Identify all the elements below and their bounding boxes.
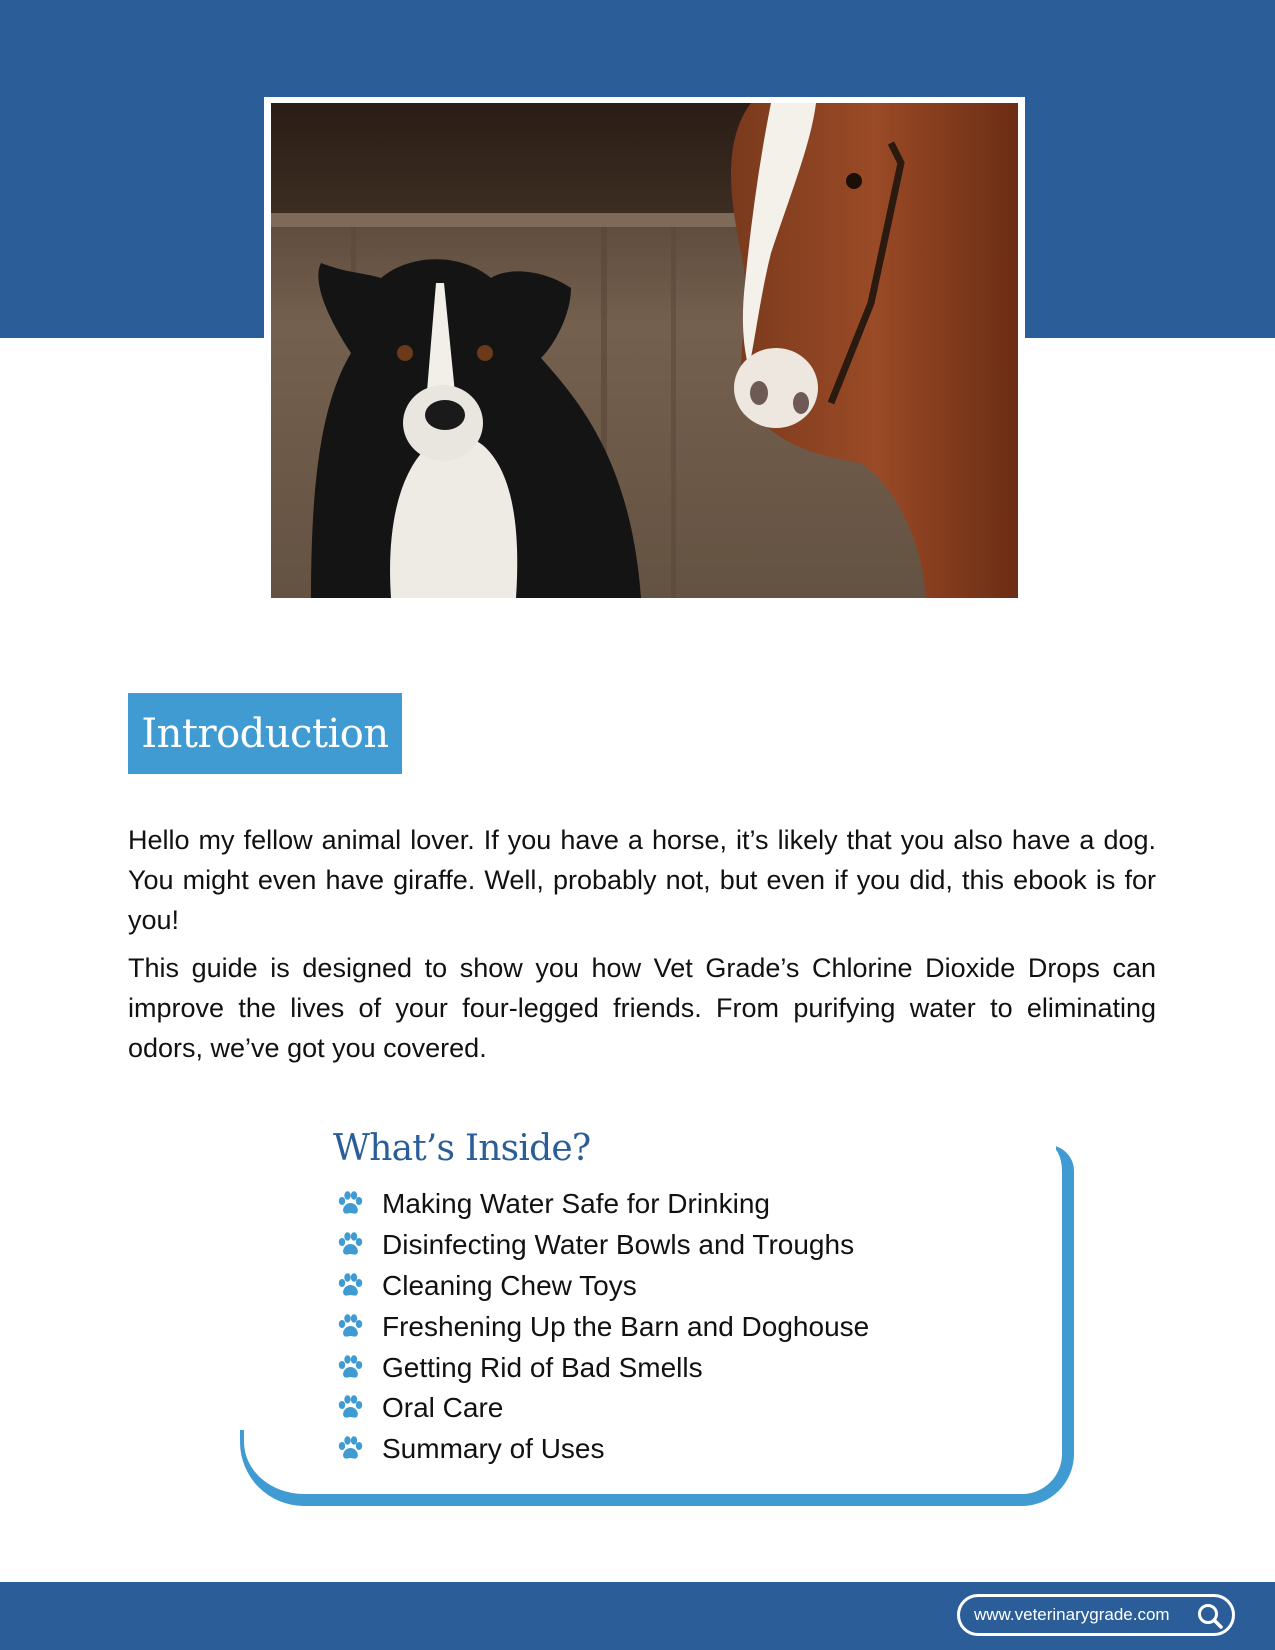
list-item [336,1184,869,1225]
hero-photo-frame [264,97,1025,603]
list-item [336,1347,869,1388]
list-item-label: Making Water Safe for Drinking [382,1188,770,1220]
list-item-label: Getting Rid of Bad Smells [382,1351,703,1383]
list-item-label: Summary of Uses [382,1433,605,1465]
website-link[interactable] [957,1594,1235,1636]
contents-list [336,1184,869,1470]
list-item [336,1306,869,1347]
list-item [336,1429,869,1470]
introduction-heading: Introduction [141,710,389,757]
paw-icon [336,1231,364,1259]
list-item-label: Disinfecting Water Bowls and Troughs [382,1229,855,1261]
paw-icon [336,1394,364,1422]
dog-and-horse-photo [271,103,1018,598]
intro-paragraph: Hello my fellow animal lover. If you have a horse, it’s likely that you also have a dog. You might even have giraffe. Well, probably not, but even if you did, this ebook is for you! [128,825,1156,935]
paw-icon [336,1354,364,1382]
paw-icon [336,1313,364,1341]
introduction-body [128,820,1156,1076]
introduction-heading-box [128,693,402,774]
paw-icon [336,1435,364,1463]
intro-paragraph: This guide is designed to show you how Vet Grade’s Chlorine Dioxide Drops can improve the lives of your four-legged friends. From purifying water to eliminating odors, we’ve got you covered. [128,953,1156,1063]
list-item [336,1266,869,1307]
list-item [336,1225,869,1266]
hero-photo [271,103,1018,598]
search-icon[interactable] [1196,1602,1224,1630]
list-item-label: Oral Care [382,1392,504,1424]
list-item-label: Freshening Up the Barn and Doghouse [382,1310,870,1342]
website-url[interactable]: www.veterinarygrade.com [974,1605,1170,1624]
paw-icon [336,1190,364,1218]
whats-inside-title: What’s Inside? [333,1128,591,1169]
list-item [336,1388,869,1429]
paw-icon [336,1272,364,1300]
list-item-label: Cleaning Chew Toys [382,1269,637,1301]
